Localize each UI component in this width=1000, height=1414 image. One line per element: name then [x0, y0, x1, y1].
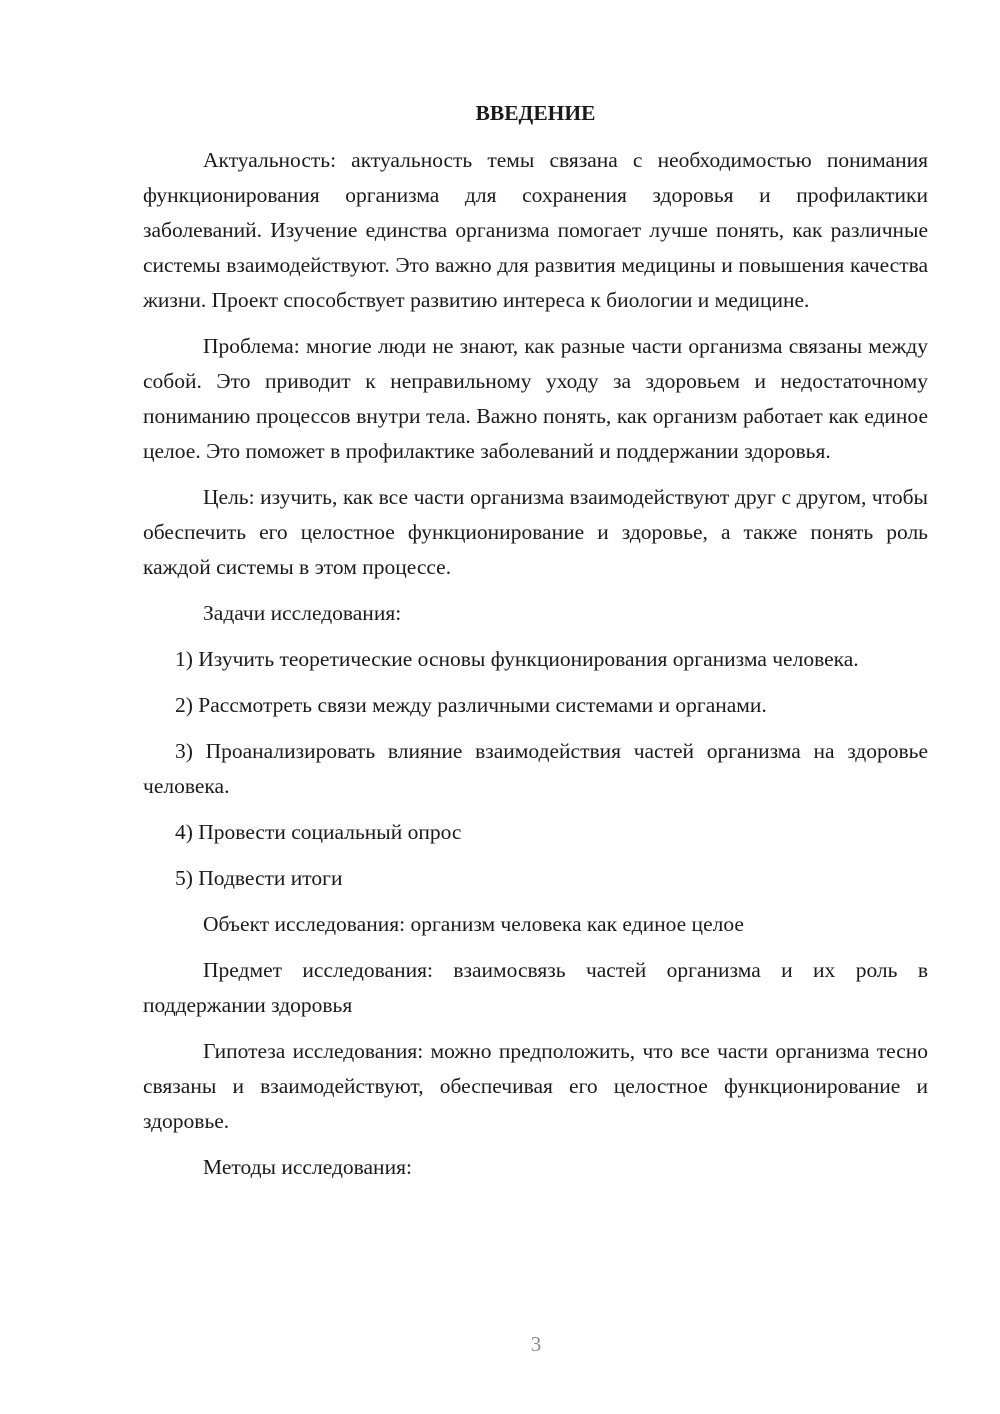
task-item-2: 2) Рассмотреть связи между различными системами и органами. [175, 693, 767, 717]
paragraph-relevance: Актуальность: актуальность темы связана с необходимостью понимания функционирования организма для сохранения здоровья и профилактики заболеваний. Изучение единства организма помогает лучше понять, как различные системы взаимодействуют. Это важно для развития медицины и повышения качества жизни. Проект способствует развитию интереса к биологии и медицине. [143, 148, 928, 312]
task-item-3: 3) Проанализировать влияние взаимодействия частей организма на здоровье человека. [143, 739, 928, 798]
paragraph-object: Объект исследования: организм человека как единое целое [203, 912, 744, 936]
task-item-1: 1) Изучить теоретические основы функционирования организма человека. [175, 647, 859, 671]
document-title: ВВЕДЕНИЕ [475, 101, 596, 125]
methods-heading: Методы исследования: [203, 1155, 412, 1179]
tasks-heading: Задачи исследования: [203, 601, 402, 625]
task-item-4: 4) Провести социальный опрос [175, 820, 462, 844]
paragraph-problem: Проблема: многие люди не знают, как разные части организма связаны между собой. Это приводит к неправильному уходу за здоровьем и недостаточному пониманию процессов внутри тела. Важно понять, как организм работает как единое целое. Это поможет в профилактике заболеваний и поддержании здоровья. [143, 334, 928, 463]
paragraph-hypothesis: Гипотеза исследования: можно предположить, что все части организма тесно связаны и взаимодействуют, обеспечивая его целостное функционирование и здоровье. [143, 1039, 928, 1133]
task-item-5: 5) Подвести итоги [175, 866, 343, 890]
paragraph-subject: Предмет исследования: взаимосвязь частей организма и их роль в поддержании здоровья [143, 958, 928, 1017]
page-number: 3 [530, 1332, 542, 1356]
paragraph-goal: Цель: изучить, как все части организма взаимодействуют друг с другом, чтобы обеспечить его целостное функционирование и здоровье, а также понять роль каждой системы в этом процессе. [143, 485, 928, 579]
document-page [143, 96, 928, 1196]
